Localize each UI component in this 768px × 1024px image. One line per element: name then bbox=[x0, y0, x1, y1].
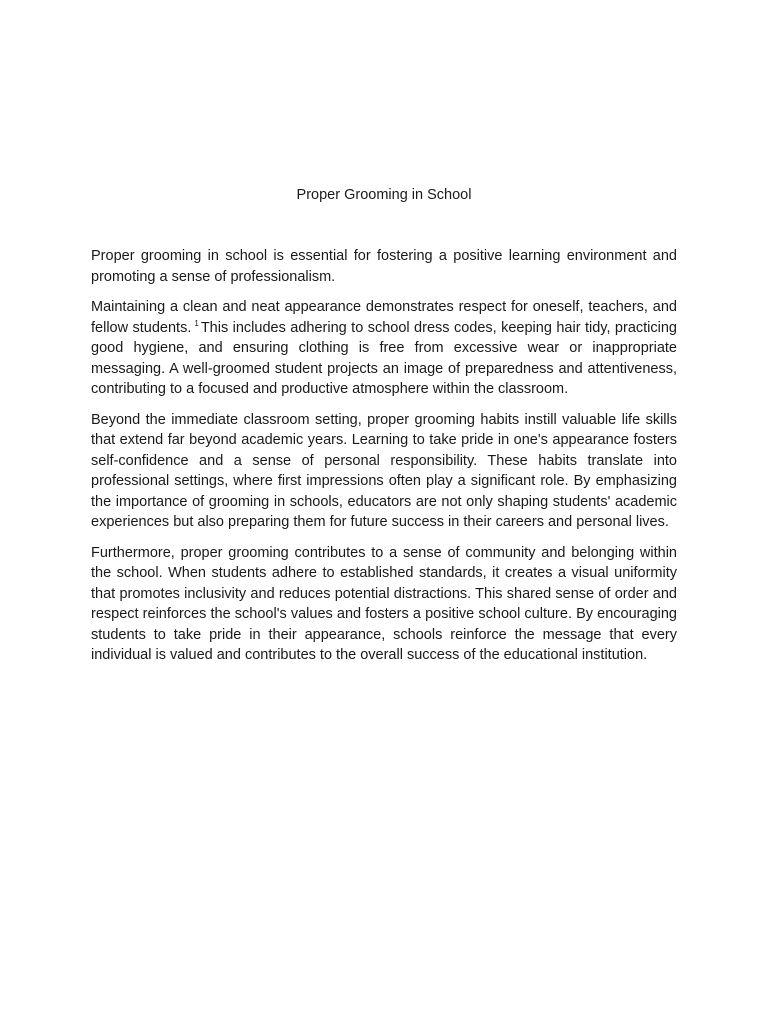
footnote-marker[interactable]: 1 bbox=[194, 318, 199, 328]
paragraph-appearance bbox=[91, 297, 677, 400]
paragraph-community bbox=[91, 543, 677, 666]
paragraph-appearance-text-start: Maintaining a clean and neat appearance demonstrates respect for oneself, teachers, and fellow students. bbox=[91, 299, 677, 336]
paragraph-life-skills-text: Beyond the immediate classroom setting, proper grooming habits instill valuable life skills that extend far beyond academic years. Learning to take pride in one's appearance fosters self-confidence and a sense of personal responsibility. These habits translate into professional settings, where first impressions often play a significant role. By emphasizing the importance of grooming in schools, educators are not only shaping students' academic experiences but also preparing them for future success in their careers and personal lives. bbox=[91, 411, 677, 530]
document-body bbox=[91, 246, 677, 676]
paragraph-intro-text: Proper grooming in school is essential for fostering a positive learning environment and promoting a sense of professionalism. bbox=[91, 248, 677, 285]
paragraph-community-text: Furthermore, proper grooming contributes to a sense of community and belonging within the school. When students adhere to established standards, it creates a visual uniformity that promotes inclusivity and reduces potential distractions. This shared sense of order and respect reinforces the school's values and fosters a positive school culture. By encouraging students to take pride in their appearance, schools reinforce the message that every individual is valued and contributes to the overall success of the educational institution. bbox=[91, 544, 677, 663]
paragraph-intro bbox=[91, 246, 677, 287]
paragraph-appearance-text-end: This includes adhering to school dress codes, keeping hair tidy, practicing good hygiene, and ensuring clothing is free from excessive wear or inappropriate messaging. A well-groomed student projects an image of preparedness and attentiveness, contributing to a focused and productive atmosphere within the classroom. bbox=[91, 319, 677, 397]
paragraph-life-skills bbox=[91, 410, 677, 533]
document-title: Proper Grooming in School bbox=[296, 187, 472, 203]
